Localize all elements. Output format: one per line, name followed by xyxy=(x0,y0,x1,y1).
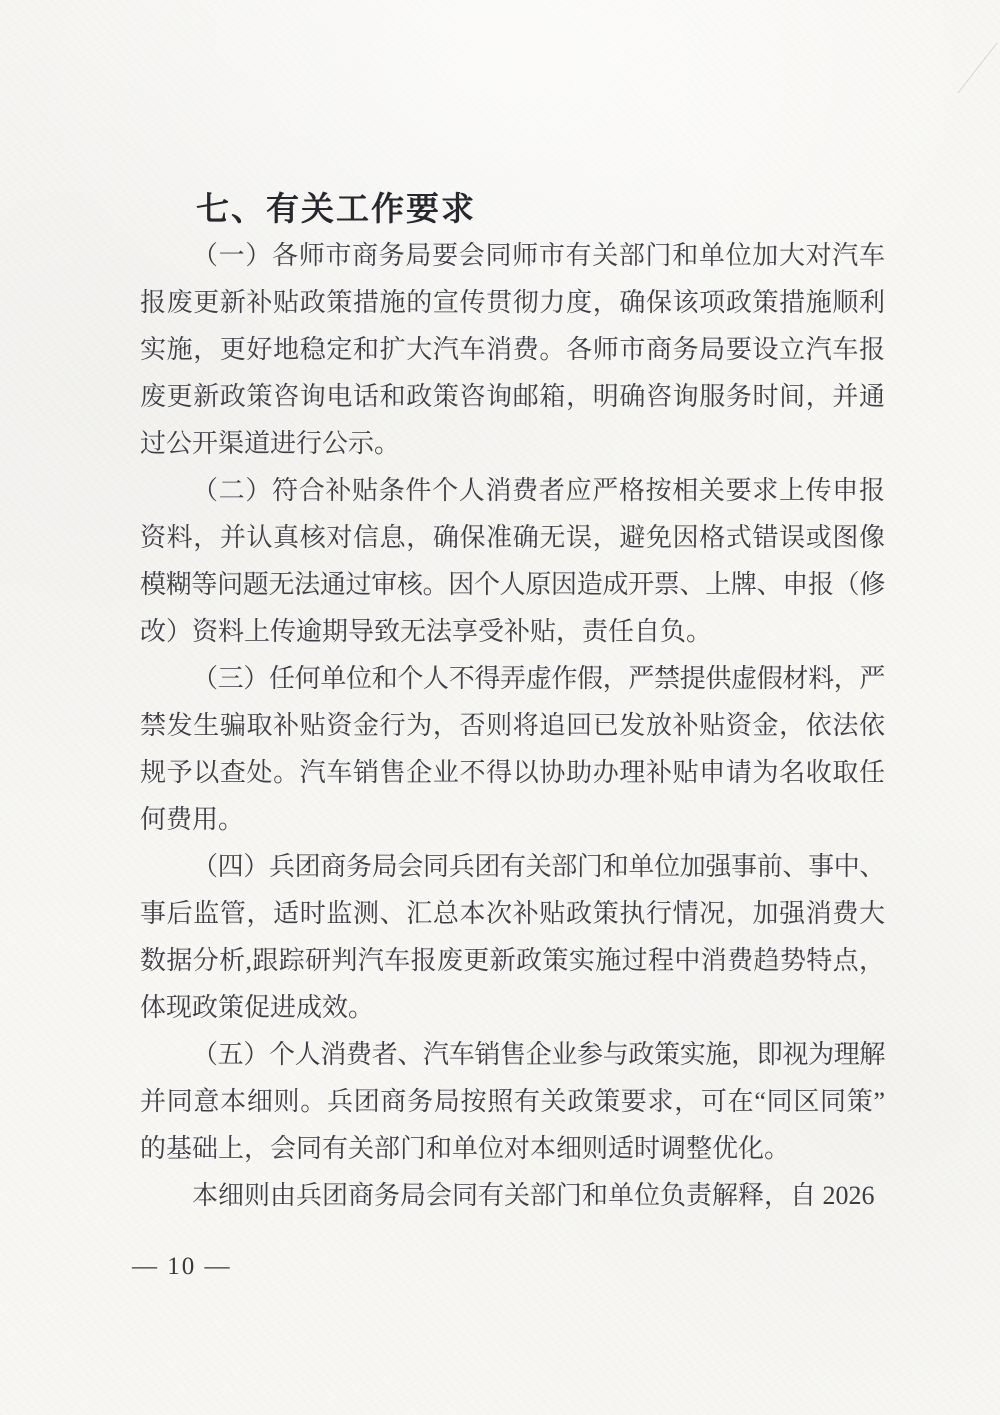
text-line: 何费用。 xyxy=(140,805,245,834)
text-line: 数据分析,跟踪研判汽车报废更新政策实施过程中消费趋势特点， xyxy=(140,946,885,975)
text-line: 资料，并认真核对信息，确保准确无误，避免因格式错误或图像 xyxy=(140,523,885,552)
text-line: （三）任何单位和个人不得弄虚作假，严禁提供虚假材料，严 xyxy=(192,664,886,693)
scan-artifact xyxy=(957,42,997,93)
page-number: — 10 — xyxy=(132,1253,232,1280)
text-line: 模糊等问题无法通过审核。因个人原因造成开票、上牌、申报（修 xyxy=(140,570,886,599)
text-line: 实施，更好地稳定和扩大汽车消费。各师市商务局要设立汽车报 xyxy=(140,335,885,364)
text-line: 改）资料上传逾期导致无法享受补贴，责任自负。 xyxy=(140,617,713,646)
paragraph xyxy=(140,1172,885,1219)
text-line: 本细则由兵团商务局会同有关部门和单位负责解释，自 2026 xyxy=(192,1181,875,1210)
text-line: （四）兵团商务局会同兵团有关部门和单位加强事前、事中、 xyxy=(192,852,886,881)
text-line: 的基础上，会同有关部门和单位对本细则适时调整优化。 xyxy=(140,1134,791,1163)
text-line: 废更新政策咨询电话和政策咨询邮箱，明确咨询服务时间，并通 xyxy=(140,382,885,411)
paragraph xyxy=(140,843,885,1031)
section-heading: 七、有关工作要求 xyxy=(196,190,476,227)
text-line: （一）各师市商务局要会同师市有关部门和单位加大对汽车 xyxy=(192,241,885,270)
text-line: 报废更新补贴政策措施的宣传贯彻力度，确保该项政策措施顺利 xyxy=(140,288,885,317)
document-body xyxy=(140,232,885,1219)
text-line: 事后监管，适时监测、汇总本次补贴政策执行情况，加强消费大 xyxy=(140,899,885,928)
text-line: 并同意本细则。兵团商务局按照有关政策要求，可在“同区同策” xyxy=(140,1087,885,1116)
paragraph xyxy=(140,232,885,467)
paragraph xyxy=(140,467,885,655)
text-line: 体现政策促进成效。 xyxy=(140,993,375,1022)
paragraph xyxy=(140,1031,885,1172)
text-line: 禁发生骗取补贴资金行为，否则将追回已发放补贴资金，依法依 xyxy=(140,711,885,740)
text-line: （五）个人消费者、汽车销售企业参与政策实施，即视为理解 xyxy=(192,1040,886,1069)
paragraph xyxy=(140,655,885,843)
text-line: 过公开渠道进行公示。 xyxy=(140,429,401,458)
text-line: 规予以查处。汽车销售企业不得以协助办理补贴申请为名收取任 xyxy=(140,758,885,787)
text-line: （二）符合补贴条件个人消费者应严格按相关要求上传申报 xyxy=(192,476,885,505)
